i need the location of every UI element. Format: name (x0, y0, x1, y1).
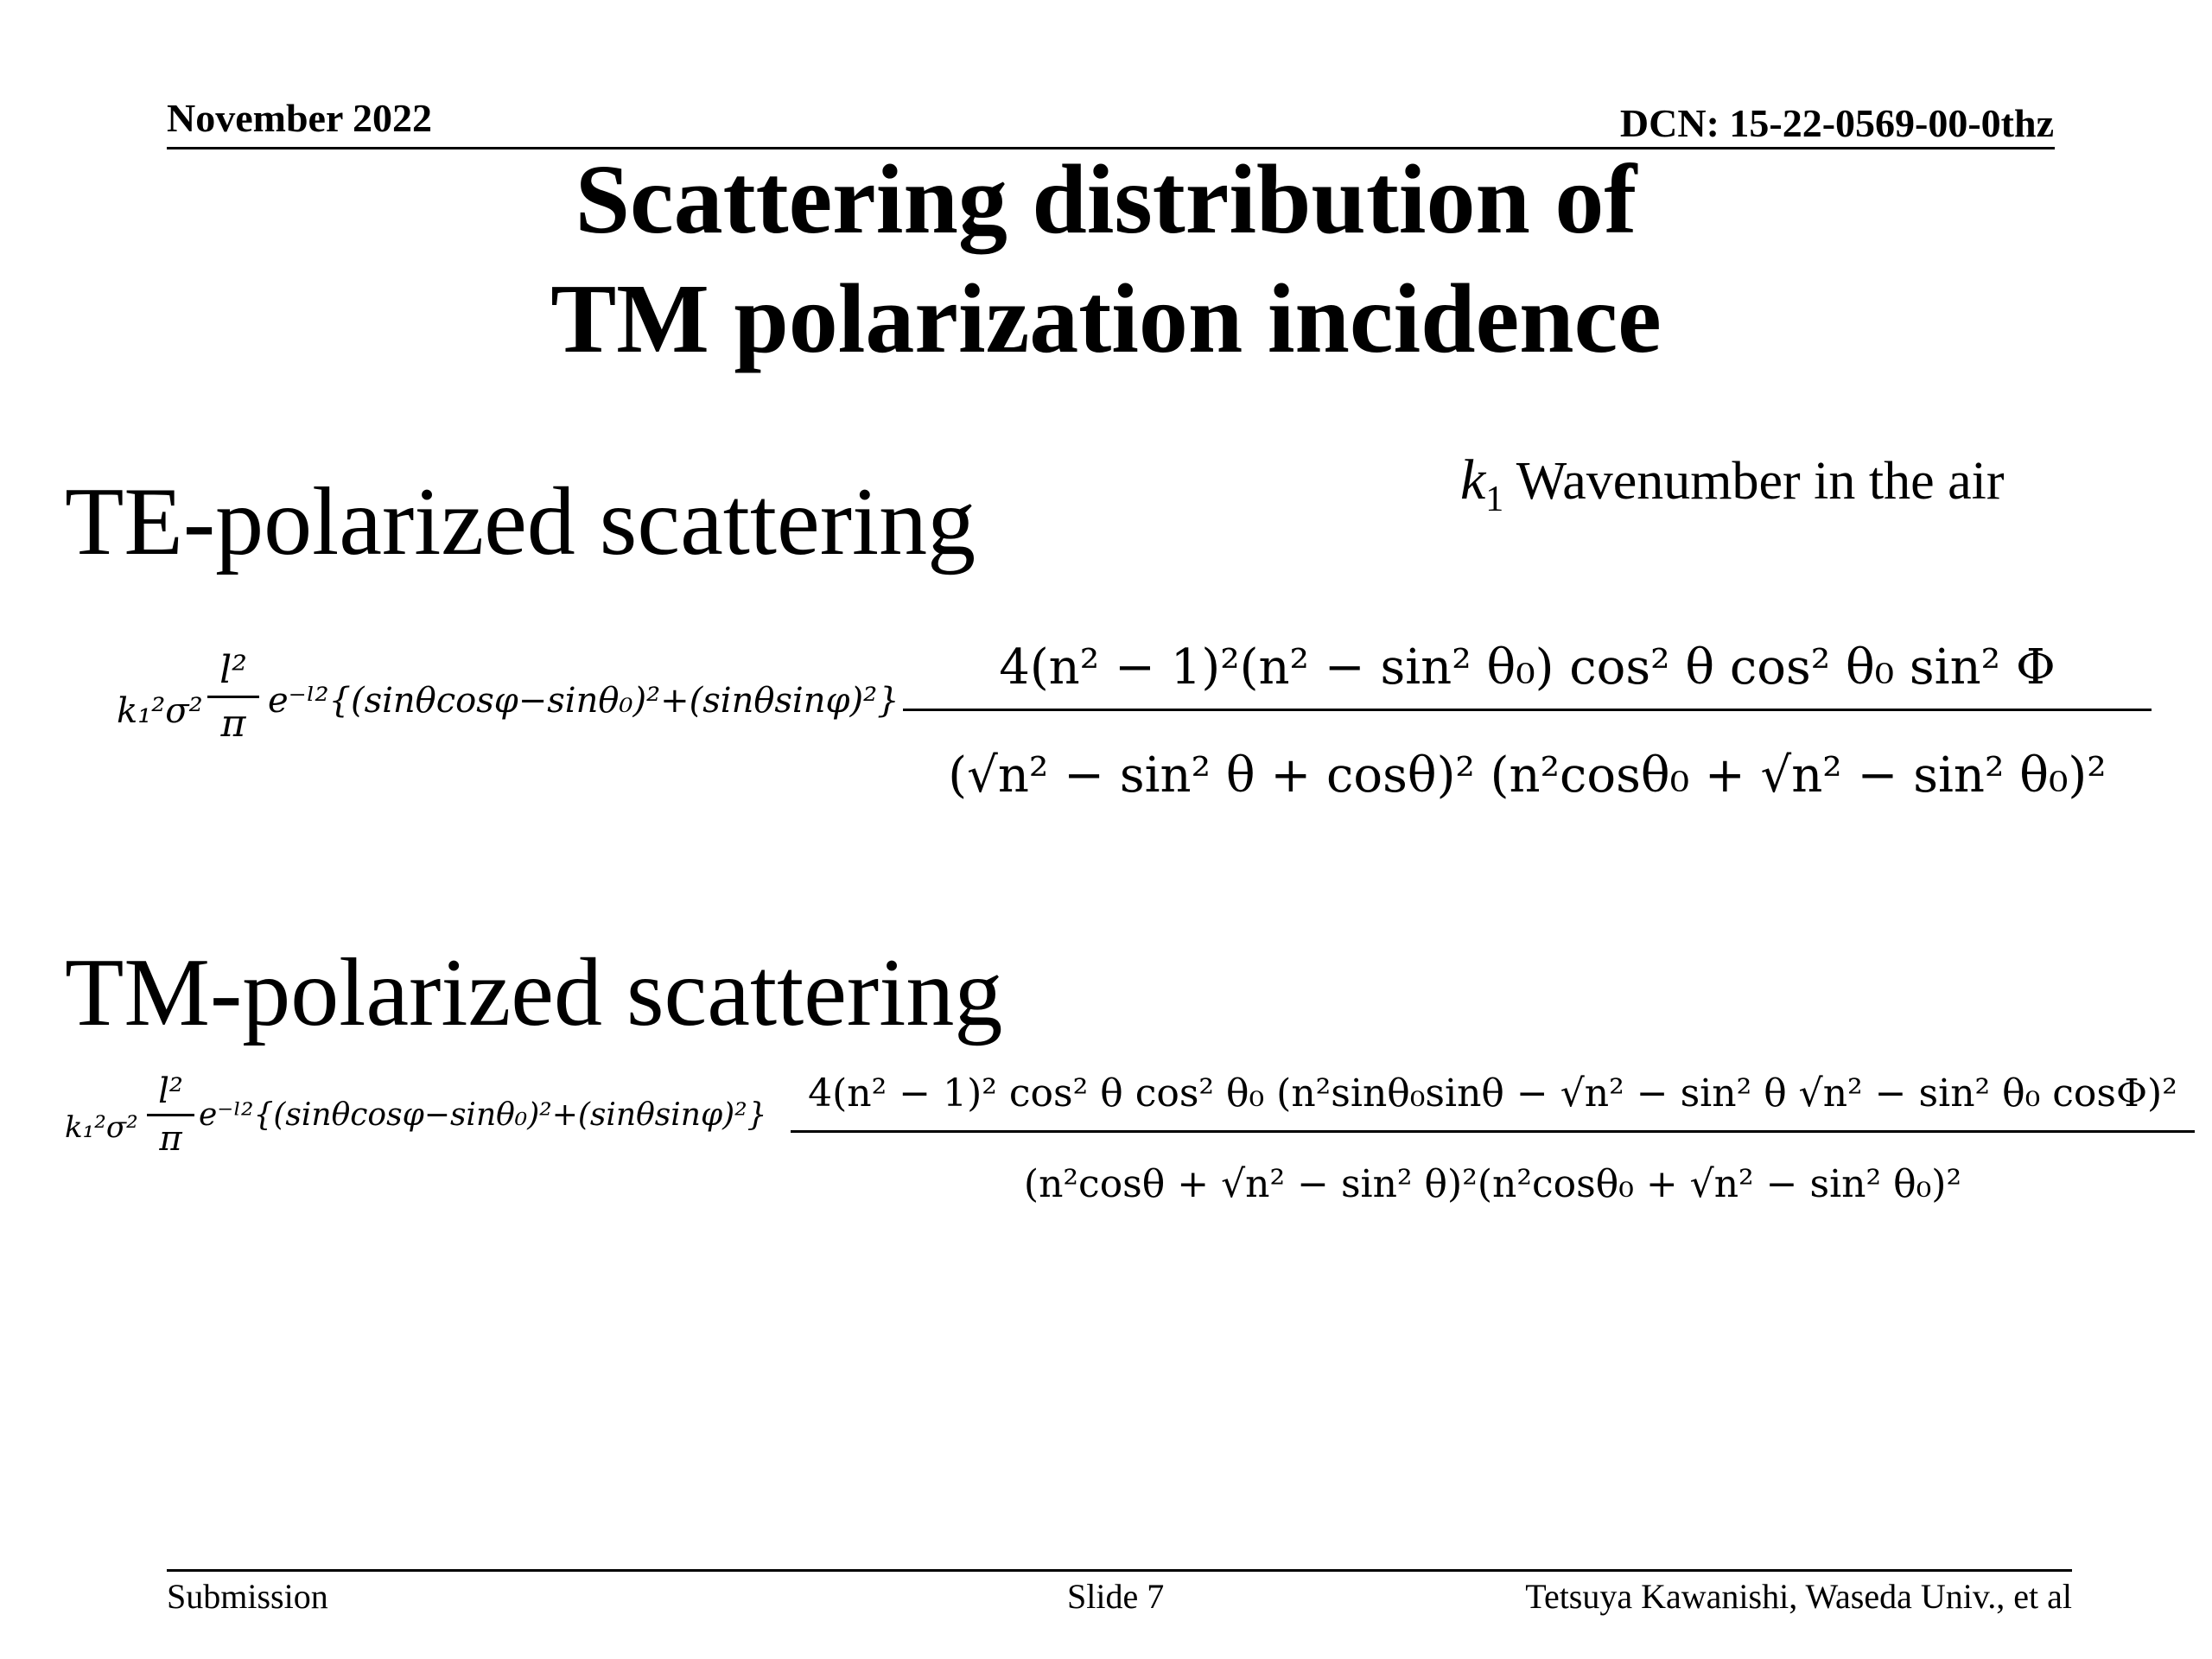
tm-fraction-bar (791, 1130, 2195, 1133)
tm-exponential: e⁻ˡ²{(sinθcosφ−sinθ₀)²+(sinθsinφ)²} (199, 1097, 767, 1133)
te-l-fraction (207, 648, 259, 746)
te-exponential: e⁻ˡ²{(sinθcosφ−sinθ₀)²+(sinθsinφ)²} (268, 681, 899, 721)
k1-symbol: $k_1$ (1460, 448, 1504, 520)
te-prefix: k₁²σ² (117, 691, 203, 731)
te-main-fraction (903, 631, 2152, 847)
tm-numerator: 4(n² − 1)² cos² θ cos² θ₀ (n²sinθ₀sinθ − √n² − sin² θ √n² − sin² θ₀ cosΦ)² (808, 1071, 2177, 1116)
te-fraction-bar (903, 709, 2152, 711)
tm-prefix: k₁²σ² (65, 1110, 138, 1145)
slide-title (0, 140, 2212, 378)
footer-author: Tetsuya Kawanishi, Waseda Univ., et al (1525, 1577, 2072, 1616)
tm-l-denominator: π (159, 1119, 182, 1159)
te-numerator: 4(n² − 1)²(n² − sin² θ₀) cos² θ cos² θ₀ sin² Φ (999, 639, 2056, 696)
footer-slide-number: Slide 7 (1067, 1577, 1165, 1616)
te-denominator: (√n² − sin² θ + cosθ)² (n²cosθ₀ + √n² − sin² θ₀)² (948, 747, 2107, 804)
title-line-2: TM polarization incidence (550, 264, 1662, 373)
te-l-denominator: π (220, 702, 246, 746)
tm-l-fraction (147, 1071, 194, 1159)
tm-main-fraction (791, 1054, 2195, 1244)
title-line-1: Scattering distribution of (575, 144, 1637, 254)
k1-description: Wavenumber in the air (1516, 452, 2005, 511)
tm-heading: TM-polarized scattering (65, 939, 1003, 1046)
header-dcn: DCN: 15-22-0569-00-0thz (1619, 101, 2054, 145)
k1-definition (1460, 448, 2005, 520)
te-heading: TE-polarized scattering (65, 468, 976, 575)
tm-equation (60, 1054, 2203, 1244)
te-equation (112, 631, 2152, 847)
te-l-numerator: l² (219, 648, 247, 692)
tm-denominator: (n²cosθ + √n² − sin² θ)²(n²cosθ₀ + √n² − sin² θ₀)² (1023, 1162, 1962, 1206)
header-date: November 2022 (167, 96, 433, 140)
tm-l-numerator: l² (158, 1071, 183, 1111)
footer-submission: Submission (167, 1577, 328, 1616)
footer-divider (167, 1569, 2072, 1572)
k1-subscript: 1 (1485, 480, 1504, 520)
